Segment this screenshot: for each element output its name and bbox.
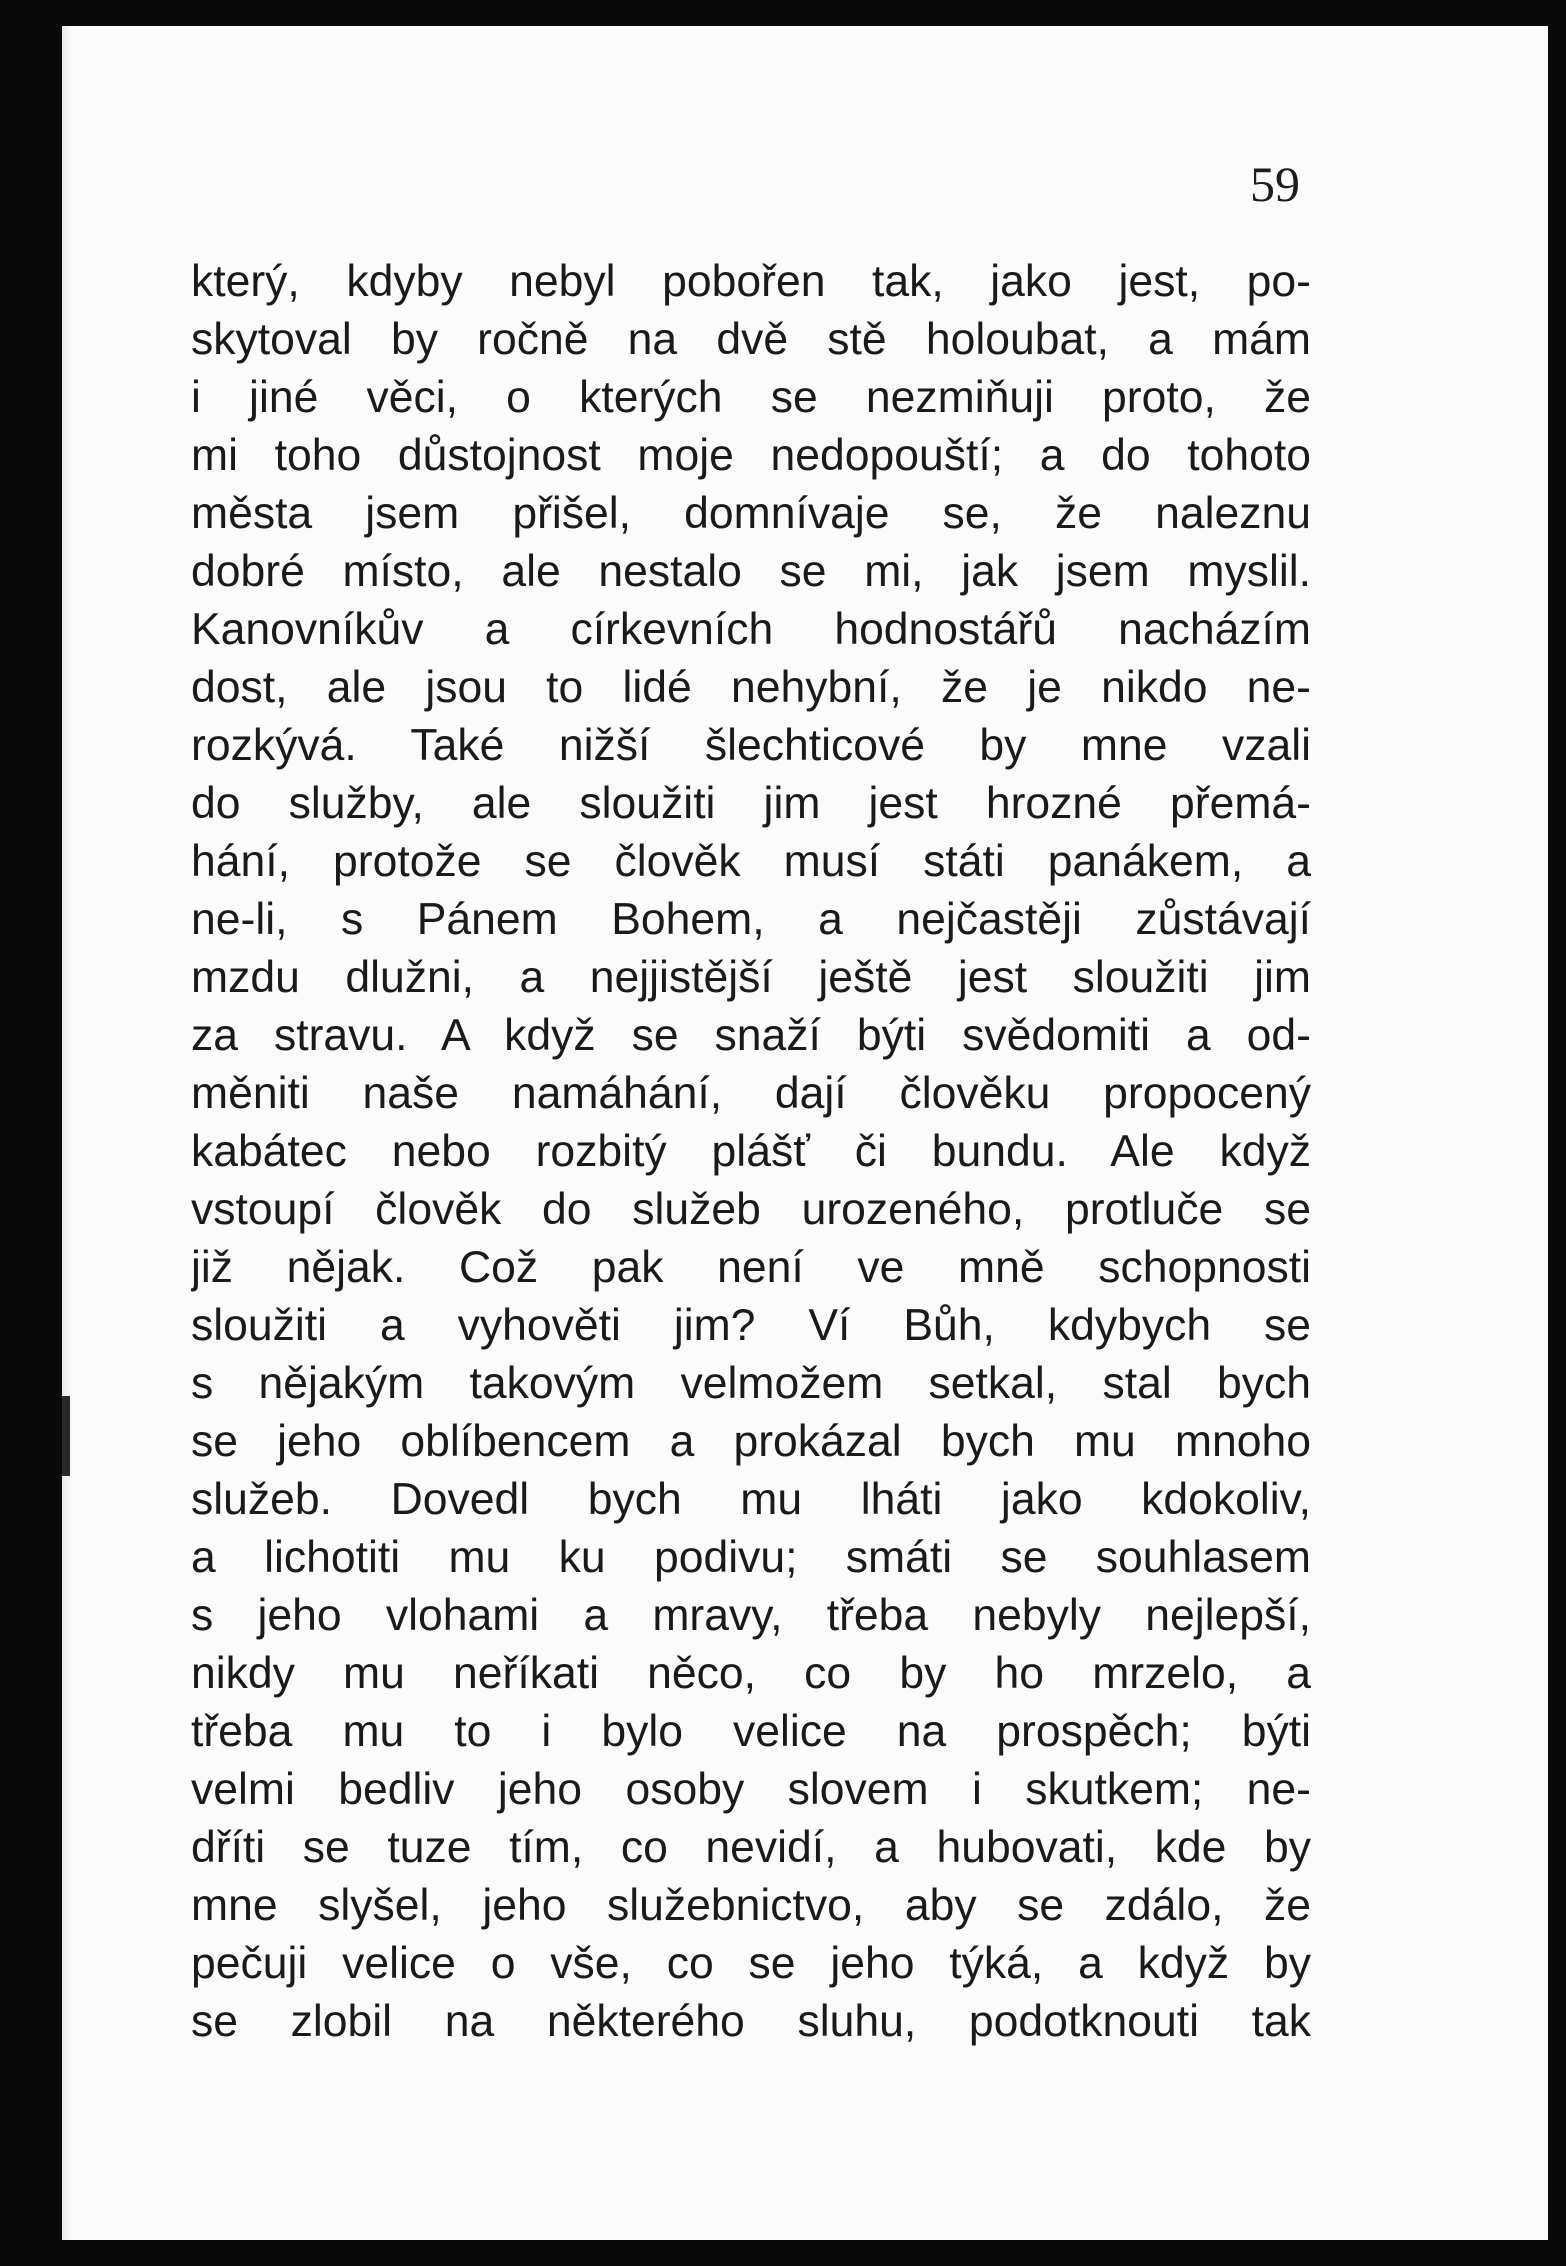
text-line: který, kdyby nebyl pobořen tak, jako jest, po- [191, 257, 1311, 306]
text-line: s jeho vlohami a mravy, třeba nebyly nejlepší, [191, 1591, 1311, 1640]
text-line: třeba mu to i bylo velice na prospěch; býti [191, 1707, 1311, 1756]
text-line: do služby, ale sloužiti jim jest hrozné přemá- [191, 779, 1311, 828]
text-line: dříti se tuze tím, co nevidí, a hubovati, kde by [191, 1823, 1311, 1872]
text-line: města jsem přišel, domnívaje se, že naleznu [191, 489, 1311, 538]
text-line: sloužiti a vyhověti jim? Ví Bůh, kdybych se [191, 1301, 1311, 1350]
text-line: dost, ale jsou to lidé nehybní, že je nikdo ne- [191, 663, 1311, 712]
text-line: skytoval by ročně na dvě stě holoubat, a mám [191, 315, 1311, 364]
text-line: měniti naše namáhání, dají člověku propocený [191, 1069, 1311, 1118]
text-line: vstoupí člověk do služeb urozeného, protluče se [191, 1185, 1311, 1234]
text-line: velmi bedliv jeho osoby slovem i skutkem; ne- [191, 1765, 1311, 1814]
text-line: již nějak. Což pak není ve mně schopnosti [191, 1243, 1311, 1292]
text-line: s nějakým takovým velmožem setkal, stal bych [191, 1359, 1311, 1408]
text-line: mne slyšel, jeho služebnictvo, aby se zdálo, že [191, 1881, 1311, 1930]
text-line: Kanovníkův a církevních hodnostářů nacházím [191, 605, 1311, 654]
text-line: dobré místo, ale nestalo se mi, jak jsem myslil. [191, 547, 1311, 596]
text-line: i jiné věci, o kterých se nezmiňuji proto, že [191, 373, 1311, 422]
text-line: se zlobil na některého sluhu, podotknouti tak [191, 1997, 1311, 2046]
page-edge-shadow [62, 26, 72, 2240]
text-line: mzdu dlužni, a nejjistější ještě jest sloužiti jim [191, 953, 1311, 1002]
text-line: mi toho důstojnost moje nedopouští; a do tohoto [191, 431, 1311, 480]
text-line: pečuji velice o vše, co se jeho týká, a když by [191, 1939, 1311, 1988]
body-text [191, 253, 1311, 2051]
text-line: a lichotiti mu ku podivu; smáti se souhlasem [191, 1533, 1311, 1582]
text-line: služeb. Dovedl bych mu lháti jako kdokoliv, [191, 1475, 1311, 1524]
book-page [62, 26, 1548, 2240]
text-line: se jeho oblíbencem a prokázal bych mu mnoho [191, 1417, 1311, 1466]
text-line: kabátec nebo rozbitý plášť či bundu. Ale když [191, 1127, 1311, 1176]
text-line: rozkývá. Také nižší šlechticové by mne vzali [191, 721, 1311, 770]
scan-artifact-mark [62, 1396, 70, 1476]
text-line: ne-li, s Pánem Bohem, a nejčastěji zůstávají [191, 895, 1311, 944]
text-line: za stravu. A když se snaží býti svědomiti a od- [191, 1011, 1311, 1060]
text-line: nikdy mu neříkati něco, co by ho mrzelo, a [191, 1649, 1311, 1698]
text-line: hání, protože se člověk musí státi panákem, a [191, 837, 1311, 886]
page-number: 59 [1250, 156, 1300, 212]
